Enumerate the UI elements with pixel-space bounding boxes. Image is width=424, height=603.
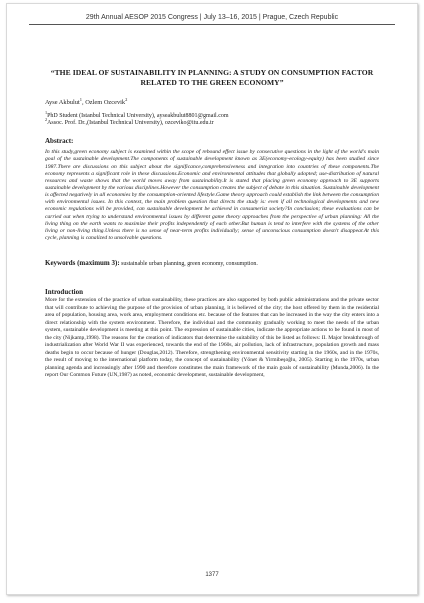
paper-title: “THE IDEAL OF SUSTAINABILITY IN PLANNING: A STUDY ON CONSUMPTION FACTOR RELATED TO THE GREEN ECONOMY” (50, 68, 374, 88)
affiliation-sup: 2 (45, 117, 48, 123)
author-list (45, 96, 379, 106)
header-divider (29, 24, 395, 25)
author-sup: 1 (79, 96, 82, 102)
abstract-body: In this study,green economy subject is examined within the scope of rebound effect issue by consecutive questions in the light of the world's main goal of the sustainable development.The components of sustainable development known as 3E(economy-ecology-equity) has been studied since 1987.There are discussions on this subject about the significance,comprehensiveness and integration into countries of these components.The economy represents a significant role in these discussions.Economic and environmental attitudes that globally adopted; use-distribution of natural resources and waste shows that the world moves away from sustainability.It is stated that placing green economy approach to 3E supports sustainable development by the various disciplines.However the consumption creates the subject of debate in this situation. Sustainable development is affected negatively in all economies by the consumption-oriented lifestyle.Game theory approach could establish the link between the consumption with environmental issues. In this context, the main problem question that directs the study is: even if all technological developments and new economic regulations will be provided, can sustainable development be achieved in consumerist society?In conclusion; these evaluations can be carried out when trying to understand environmental issues by different game theory approaches from the perspective of urban planning: All the living thing on the earth wants to maximize their profits independently of each other.But human is tend to interfere with the systems of the other living or non-living thing.Unless there is no sense of near-term profits individually; sense of unconscious consumption doesn't disappear.At this cycle, planning is canalized to unsolvable questions. (45, 149, 379, 242)
paper-page (6, 3, 418, 595)
affiliation (45, 109, 379, 123)
introduction-heading: Introduction (45, 288, 83, 297)
abstract-heading: Abstract: (45, 137, 74, 146)
paper-content (45, 68, 379, 380)
affiliation-text: PhD Student (Istanbul Technical University), ayseakbulut8801@gmail.com (47, 112, 229, 119)
affiliation-sup: 1 (45, 109, 48, 115)
affiliation-text: Assoc. Prof. Dr.,(Istanbul Technical University), ozceviko@itu.edu.tr (47, 120, 214, 127)
author-separator: , (81, 98, 86, 106)
affiliations (45, 109, 379, 127)
affiliation (45, 117, 379, 127)
author-sup: 2 (125, 96, 128, 102)
introduction-body: More for the extension of the practice of urban sustainability, these practices are also supported by both public administrations and the private sector that will contribute to achieving the purpose of the provision of urban planning, it is believed of the city; the host offered by them in the residential area of population, housing area, work area, employment conditions etc. because of the features that can be increased in the way the city enters into a direct relationship with the system environment. Therefore, the individual and the community gradually working to meet the needs of the urban system, sustainable development is meeting at this point. The expression of sustainable cities, indicate the appropriate actions to be found in most of the city (Nijkamp,1998). The reasons for the creation of indicators that determine the suitability of this be listed as follows: II. Major breakthrough of industrialization after World War II was experienced, towards the end of the 1960s, air pollution, lack of infrastructure, population growth and mass deaths begin to occur because of hunger (Douglas,2012). Therefore, strengthening environmental sensitivity starting in the 1960s, and in the 1970s, the result of moving to the international platform today, the concept of sustainability (Yönet & Yirmibeşoğlu, 2005). Starting in the 1970s, urban planning agenda and increasingly after 1990 and therefore constitutes the main framework of the main goals of sustainability (Munda,2006). In the report Our Common Future (UN,1987) as noted, economic development, sustainable development, (45, 297, 379, 379)
page-number: 1377 (205, 572, 219, 578)
keywords-label: Keywords (maximum 3): (45, 259, 120, 268)
keywords-text: sustainable urban planning, green economy, consumption. (121, 261, 258, 268)
keywords-line (45, 259, 379, 267)
author-name: Ozlem Ozcevik (85, 98, 126, 106)
author-name: Ayse Akbulut (45, 98, 80, 106)
conference-header: 29th Annual AESOP 2015 Congress | July 13–16, 2015 | Prague, Czech Republic (85, 14, 339, 21)
